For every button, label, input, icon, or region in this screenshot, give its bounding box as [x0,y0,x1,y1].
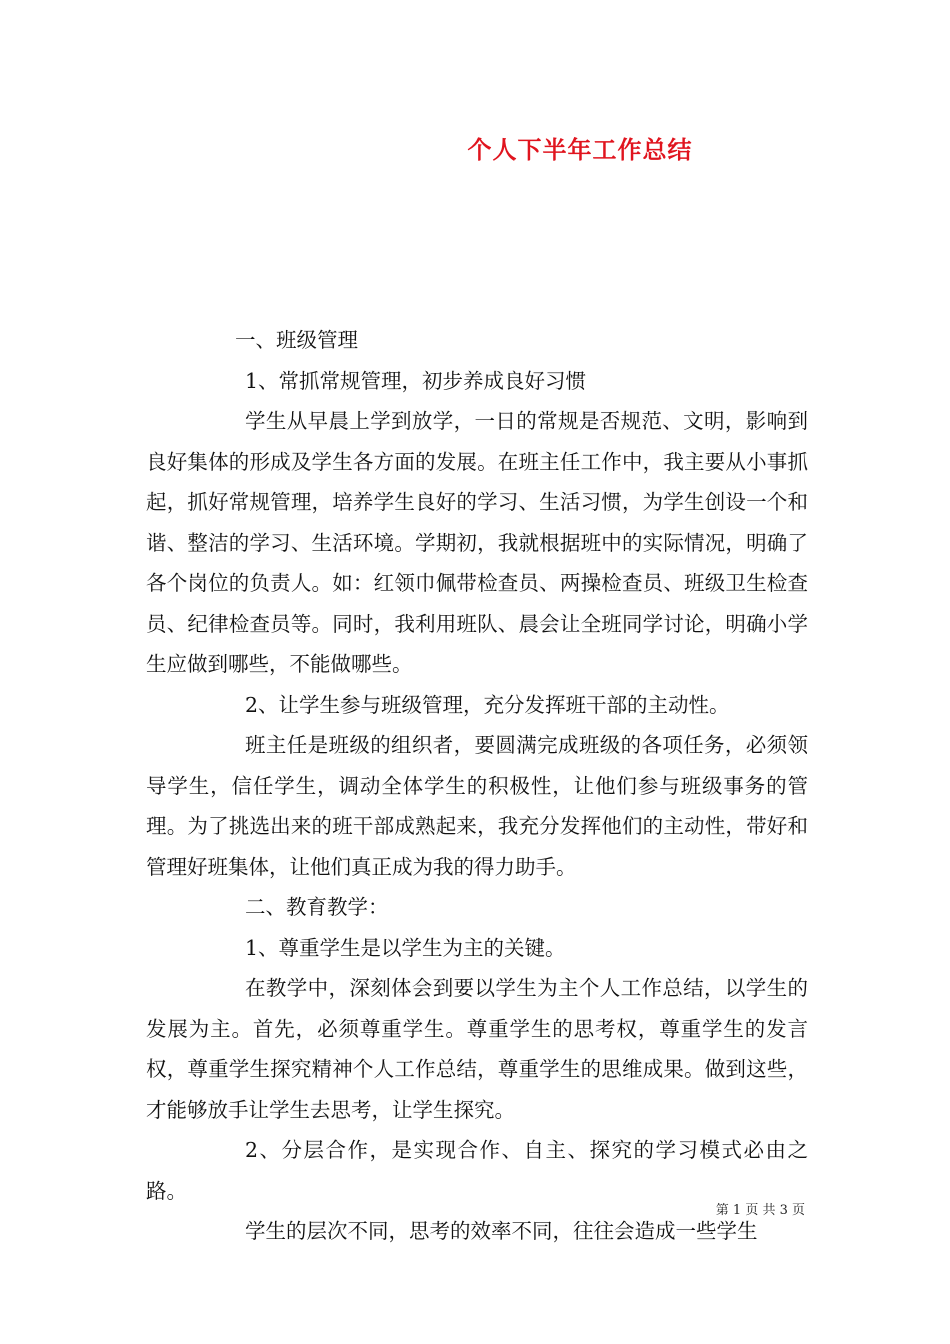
subheading-layered-cooperation: 2、分层合作，是实现合作、自主、探究的学习模式必由之路。 [146,1138,808,1203]
page-number-footer: 第 1 页 共 3 页 [715,1203,805,1218]
paragraph-layered-cooperation: 学生的层次不同，思考的效率不同，往往会造成一些学生 [245,1219,758,1243]
subheading-respect-students: 1、尊重学生是以学生为主的关键。 [245,935,566,960]
paragraph-respect-students: 在教学中，深刻体会到要以学生为主个人工作总结，以学生的发展为主。首先，必须尊重学生。尊重学生的思考权，尊重学生的发言权，尊重学生探究精神个人工作总结，尊重学生的思维成果。做到这些，才能够放手让学生去思考，让学生探究。 [146,976,808,1122]
document-body [146,320,808,1252]
document-title: 个人下半年工作总结 [467,135,693,164]
section-heading-class-management: 一、班级管理 [235,328,358,352]
paragraph-routine-management: 学生从早晨上学到放学，一日的常规是否规范、文明，影响到良好集体的形成及学生各方面的发展。在班主任工作中，我主要从小事抓起，抓好常规管理，培养学生良好的学习、生活习惯，为学生创设一个和谐、整洁的学习、生活环境。学期初，我就根据班中的实际情况，明确了各个岗位的负责人。如：红领巾佩带检查员、两操检查员、班级卫生检查员、纪律检查员等。同时，我利用班队、晨会让全班同学讨论，明确小学生应做到哪些，不能做哪些。 [146,409,808,676]
subheading-routine-management: 1、常抓常规管理，初步养成良好习惯 [245,368,587,393]
subheading-student-participation: 2、让学生参与班级管理，充分发挥班干部的主动性。 [245,692,730,717]
paragraph-student-participation: 班主任是班级的组织者，要圆满完成班级的各项任务，必须领导学生，信任学生，调动全体学生的积极性，让他们参与班级事务的管理。为了挑选出来的班干部成熟起来，我充分发挥他们的主动性，带好和管理好班集体，让他们真正成为我的得力助手。 [146,733,808,879]
section-heading-teaching: 二、教育教学： [245,895,389,919]
